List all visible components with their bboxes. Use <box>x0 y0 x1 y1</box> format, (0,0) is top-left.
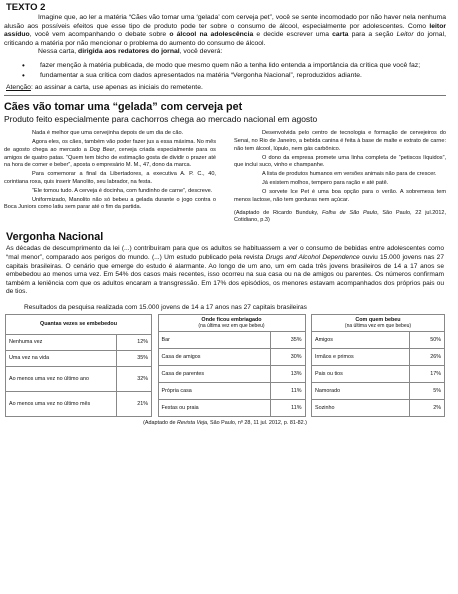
article-paragraph: Nada é melhor que uma cervejinha depois de um dia de cão. <box>32 130 184 137</box>
table-row: Irmãos e primos 26% <box>312 348 445 365</box>
article-paragraph: O sorvete Ice Pet é uma boa opção para o verão. A sobremesa tem menos lactose, não tem gorduras nem açúcar. <box>234 188 446 203</box>
table-row: Amigos 50% <box>312 331 445 348</box>
divider <box>4 95 446 96</box>
article-paragraph: Já existem molhos, tempero para ração e até patê. <box>262 179 389 186</box>
article-source: (Adaptado de Ricardo Bunduky, Folha de São Paulo, São Paulo, 22 jul.2012, Cotidiano, p.3) <box>234 210 446 224</box>
table-row: Namorado 5% <box>312 382 445 399</box>
instructions-list <box>22 62 446 80</box>
article-paragraph: Desenvolvida pelo centro de tecnologia e formação de cervejeiros do Senai, no Rio de Janeiro, a bebida canina é feita à base de malte e extrato de carne: não tem álcool, lúpulo, nem gás carbônico. <box>234 130 446 152</box>
table-row: Uma vez na vida 35% <box>6 350 152 366</box>
article-paragraph: A lista de produtos humanos em versões animais não para de crescer. <box>262 171 437 178</box>
vergonha-source: (Adaptado de Revista Veja, São Paulo, nº 28, 11 jul. 2012, p. 81-82.) <box>143 419 307 426</box>
table-header: Com quem bebeu (na última vez em que bebeu) <box>312 314 445 331</box>
article-paragraph: Uniformizado, Manolito não só bebeu a gelada durante o jogo contra o Boca Juniors como latiu sem parar até o fim da partida. <box>4 196 216 211</box>
table-with-whom <box>311 314 445 417</box>
article-subtitle: Produto feito especialmente para cachorros chega ao mercado nacional em agosto <box>4 114 318 125</box>
table-row: Festas ou praia 11% <box>158 399 305 416</box>
article-paragraph: O dono da empresa promete uma linha completa de “petiscos líquidos”, que inclui suco, vinho e champanhe. <box>234 154 446 169</box>
vergonha-body: As décadas de descumprimento da lei (...) contribuíram para que os adultos se habituassem a ver o consumo de bebidas entre adolescentes como “mal menor”, comparado aos perigos do mundo. (...) Um estudo publicado pela revista Drugs and Alcohol Dependence ouviu 15.000 jovens nas 27 capitais brasileiras. O cenário que emerge do estudo é alarmante. Ao longo de um ano, um em cada três jovens brasileiros de 14 a 17 anos se embebedou ao menos uma vez. Em 54% dos casos mais recentes, isso ocorreu na sua casa ou na de amigos ou parentes. Os números confirmam também a leniência com que os adultos encaram a transgressão. Em 17% dos episódios, os menores estavam acompanhados dos próprios pais ou de tios. <box>6 245 444 296</box>
table-row: Ao menos uma vez no último ano 32% <box>6 366 152 391</box>
results-title: Resultados da pesquisa realizada com 15.000 jovens de 14 a 17 anos nas 27 capitais brasileiras <box>24 303 307 311</box>
table-times-drunk <box>5 314 152 417</box>
intro-paragraph-1: Imagine que, ao ler a matéria “Cães vão tomar uma ‘gelada’ com cerveja pet”, você se sente incomodado por não haver nela nenhuma alusão aos possíveis efeitos que esse tipo de produto pode ter sobre o consumo de álcool, especialmente por adolescentes. Como leitor assíduo, você vem acompanhando o debate sobre o álcool na adolescência e decide escrever uma carta para a seção Leitor do jornal, criticando a matéria por não mencionar o problema do aumento do consumo de álcool. <box>4 14 446 47</box>
article-left-column <box>4 130 216 225</box>
article-paragraph: “Ele tomou tudo. A cerveja é docinha, com fundinho de carne”, descreve. <box>32 187 213 194</box>
texto-label: TEXTO 2 <box>6 2 46 13</box>
article-columns <box>4 130 446 225</box>
list-item: • fazer menção à matéria publicada, de modo que mesmo quem não a tenha lido entenda a importância da crítica que você faz; <box>22 62 446 71</box>
article-paragraph: Agora eles, os cães, também vão poder fazer jus a essa máxima. No mês de agosto chega ao mercado a Dog Beer, cerveja criada especialmente para os amigos de quatro patas. “Quem tem bicho de estimação gosta de dividir o prazer até na hora de comer e beber”, aposta o empresário M. M., 47, dono da marca. <box>4 138 216 169</box>
table-row: Sozinho 2% <box>312 399 445 416</box>
vergonha-title: Vergonha Nacional <box>6 231 104 244</box>
table-where-drunk <box>158 314 306 417</box>
results-tables <box>5 314 445 417</box>
article-title: Cães vão tomar uma “gelada” com cerveja pet <box>4 101 243 114</box>
article-paragraph: Para comemorar a final da Libertadores, a executiva A. P. C., 40, corintiana roxa, quis inserir Manolito, seu labrador, na festa. <box>4 171 216 185</box>
table-header: Onde ficou embriagado (na última vez em que bebeu) <box>158 314 305 331</box>
attention-note: Atenção: ao assinar a carta, use apenas as iniciais do remetente. <box>6 84 203 92</box>
list-item: • fundamentar a sua crítica com dados apresentados na matéria “Vergonha Nacional”, reproduzidos adiante. <box>22 72 446 81</box>
table-row: Casa de parentes 13% <box>158 365 305 382</box>
table-row: Bar 35% <box>158 331 305 348</box>
table-row: Própria casa 11% <box>158 382 305 399</box>
table-row: Casa de amigos 30% <box>158 348 305 365</box>
article-right-column <box>234 130 446 225</box>
table-header: Quantas vezes se embebedou <box>6 314 152 334</box>
table-row: Nenhuma vez 12% <box>6 334 152 350</box>
exam-page <box>0 2 450 594</box>
table-row: Pais ou tios 17% <box>312 365 445 382</box>
table-row: Ao menos uma vez no último mês 21% <box>6 391 152 416</box>
intro-paragraph-2: Nessa carta, dirigida aos redatores do jornal, você deverá: <box>38 48 223 56</box>
